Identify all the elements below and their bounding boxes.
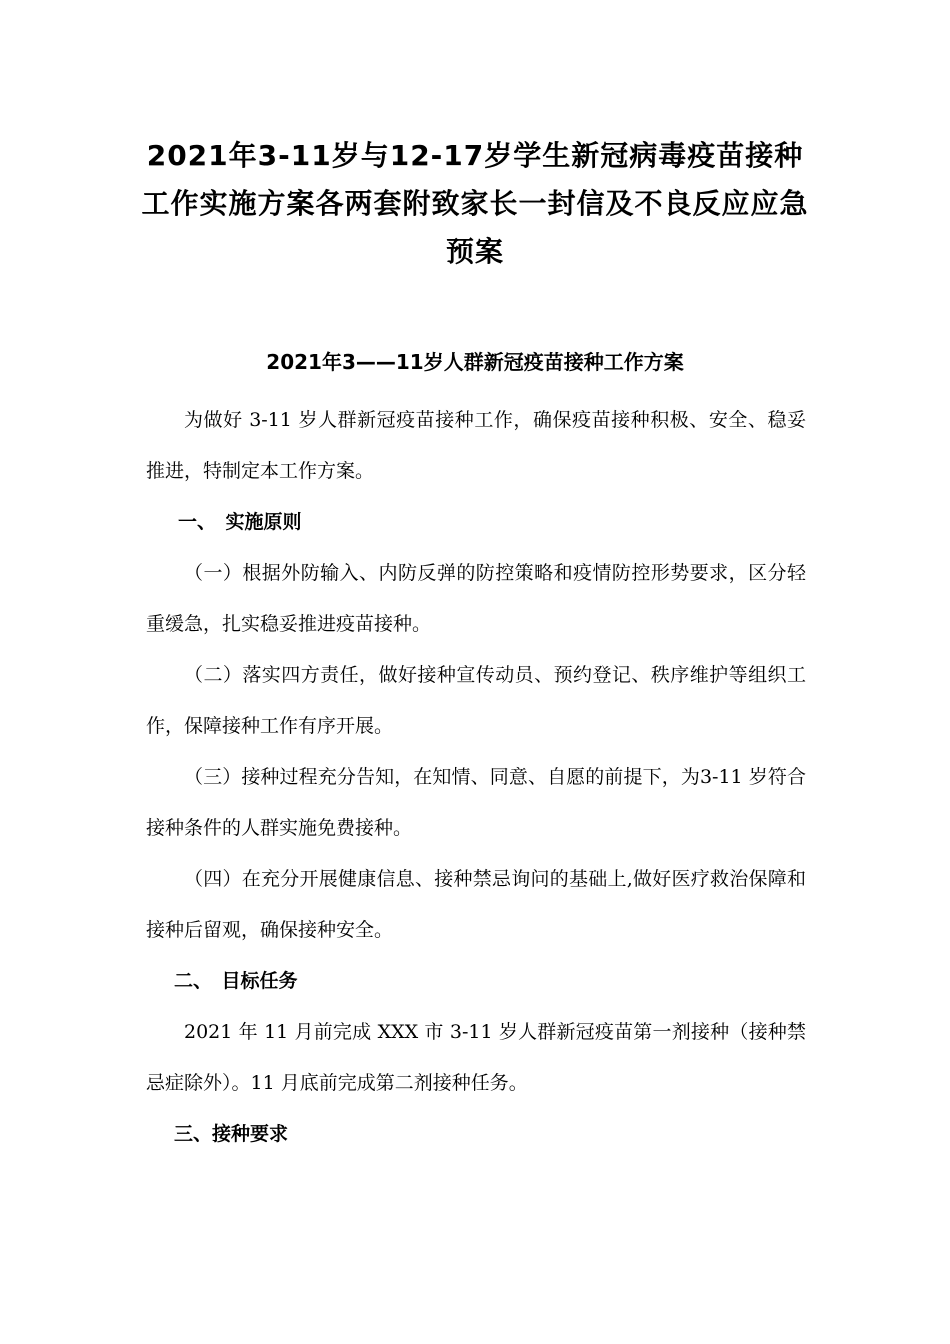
principle-paragraph-3: （三）接种过程充分告知，在知情、同意、自愿的前提下，为3-11 岁符合接种条件的人群实施免费接种。: [146, 766, 806, 839]
principle-paragraph-2: （二）落实四方责任，做好接种宣传动员、预约登记、秩序维护等组织工作，保障接种工作有序开展。: [146, 664, 806, 737]
intro-paragraph: 为做好 3-11 岁人群新冠疫苗接种工作，确保疫苗接种积极、安全、稳妥推进，特制定本工作方案。: [146, 409, 806, 482]
target-paragraph: 2021 年 11 月前完成 XXX 市 3-11 岁人群新冠疫苗第一剂接种（接种禁忌症除外）。11 月底前完成第二剂接种任务。: [146, 1021, 806, 1094]
heading-vaccination-requirements: 三、接种要求: [174, 1123, 289, 1145]
principle-paragraph-1: （一）根据外防输入、内防反弹的防控策略和疫情防控形势要求，区分轻重缓急，扎实稳妥推进疫苗接种。: [146, 562, 806, 635]
document-body: [146, 395, 806, 1160]
principle-paragraph-4: （四）在充分开展健康信息、接种禁忌询问的基础上,做好医疗救治保障和接种后留观，确保接种安全。: [146, 868, 806, 941]
section-title: 2021年3——11岁人群新冠疫苗接种工作方案: [266, 350, 684, 374]
heading-target-tasks: 二、 目标任务: [174, 970, 298, 992]
document-title: 2021年3-11岁与12-17岁学生新冠病毒疫苗接种工作实施方案各两套附致家长一封信及不良反应应急预案: [141, 139, 809, 268]
heading-implementation-principles: 一、 实施原则: [178, 511, 302, 533]
